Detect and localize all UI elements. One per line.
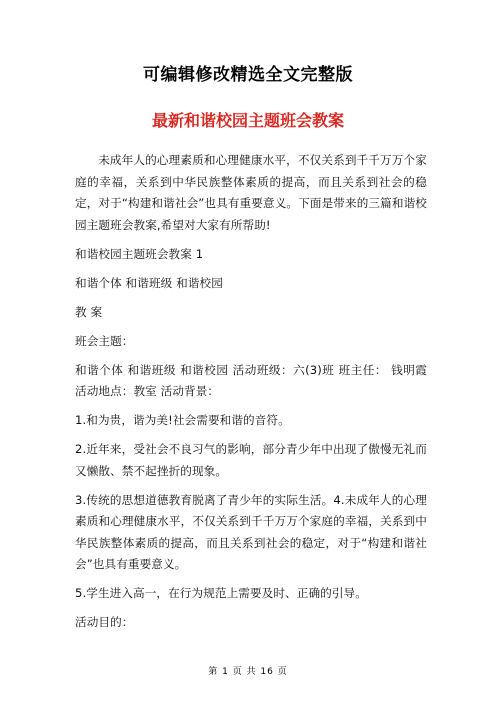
meeting-theme-label: 班会主题： — [75, 333, 134, 348]
list-item-3-4: 3.传统的思想道德教育脱离了青少年的实际生活。4.未成年人的心理素质和心理健康水平，不仅关系到千千万万个家庭的幸福，关系到中华民族整体素质的提高，而且关系到社会的稳定，对于“构建和谐社会”也具有重要意义。 — [75, 492, 427, 571]
document-title: 最新和谐校园主题班会教案 — [151, 111, 344, 130]
list-item-1: 1.和为贵，谐为美!社会需要和谐的音符。 — [75, 413, 290, 427]
intro-paragraph: 未成年人的心理素质和心理健康水平，不仅关系到千千万万个家庭的幸福，关系到中华民族整体素质的提高，而且关系到社会的稳定，对于“构建和谐社会”也具有重要意义。下面是带来的三篇和谐校园主题班会教案,希望对大家有所帮助! — [75, 153, 427, 232]
plan-label: 教 案 — [75, 304, 103, 319]
list-item-2: 2.近年来，受社会不良习气的影响，部分青少年中出现了傲慢无礼而又懒散、禁不起挫折的现象。 — [75, 442, 427, 478]
theme-line: 和谐个体 和谐班级 和谐校园 — [75, 275, 223, 290]
purpose-label: 活动目的： — [75, 615, 134, 629]
header-title: 可编辑修改精选全文完整版 — [143, 65, 353, 85]
section-heading: 和谐校园主题班会教案 1 — [75, 246, 204, 261]
page-number: 第 1 页 共 16 页 — [208, 667, 288, 677]
list-item-5: 5.学生进入高一，在行为规范上需要及时、正确的引导。 — [75, 586, 367, 600]
activity-info: 和谐个体 和谐班级 和谐校园 活动班级：六(3)班 班主任： 钱明霞 活动地点：教室 活动背景： — [75, 362, 427, 398]
document-body — [75, 150, 427, 641]
